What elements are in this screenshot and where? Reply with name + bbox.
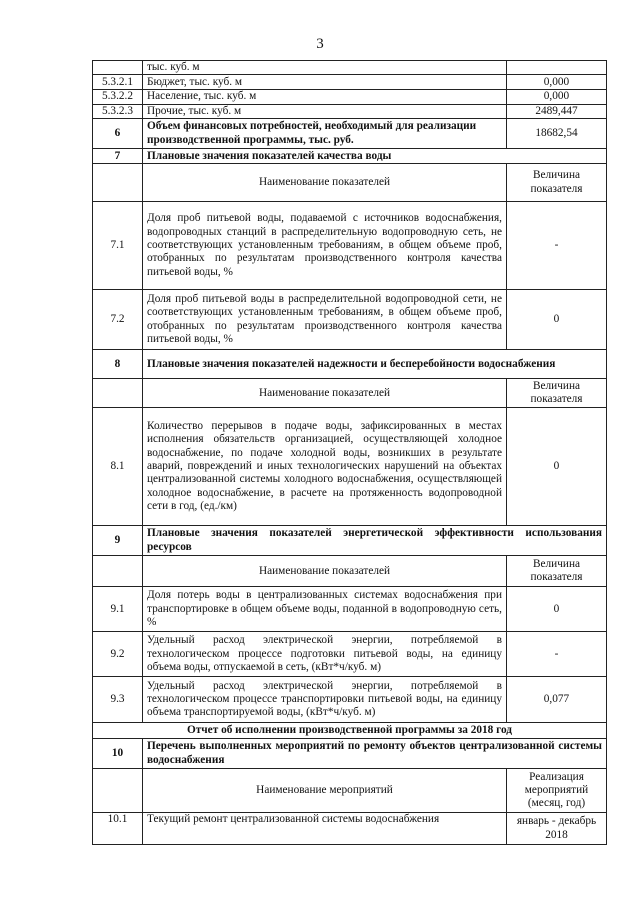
row-number: 5.3.2.3 [93, 104, 143, 118]
row-number: 9.2 [93, 632, 143, 677]
column-header-name: Наименование показателей [143, 164, 507, 202]
table-row [93, 813, 607, 845]
section-header-row [93, 526, 607, 556]
row-description: Текущий ремонт централизованной системы водоснабжения [143, 813, 507, 845]
report-header-row [93, 723, 607, 739]
report-title: Отчет об исполнении производственной программы за 2018 год [93, 723, 607, 739]
row-value: 2489,447 [507, 104, 607, 118]
page-number: 3 [316, 36, 324, 52]
row-description: Доля проб питьевой воды в распределительной водопроводной сети, не соответствующих установленным требованиям, в общем объеме проб, отобранных по результатам производственного контроля качества питьевой воды, % [143, 290, 507, 350]
empty-cell [93, 379, 143, 408]
row-number: 7.2 [93, 290, 143, 350]
row-description: Бюджет, тыс. куб. м [143, 75, 507, 90]
row-number: 9.1 [93, 587, 143, 632]
row-description: Население, тыс. куб. м [143, 90, 507, 104]
row-value: 0 [507, 290, 607, 350]
section-title: Плановые значения показателей качества воды [143, 149, 607, 164]
section-header-row [93, 149, 607, 164]
column-header-row [93, 769, 607, 813]
column-header-value: Реализация мероприятий (месяц, год) [507, 769, 607, 813]
row-description: Доля проб питьевой воды, подаваемой с источников водоснабжения, водопроводных станций в распределительную водопроводную сеть, не соответствующих установленным требованиям, в общем объеме проб, отобранных по результатам производственного контроля качества питьевой воды, % [143, 202, 507, 290]
row-number [93, 61, 143, 75]
column-header-row [93, 164, 607, 202]
row-value [507, 61, 607, 75]
table-row [93, 587, 607, 632]
row-number: 5.3.2.1 [93, 75, 143, 90]
table-row [93, 90, 607, 104]
row-value: - [507, 632, 607, 677]
section-title: Перечень выполненных мероприятий по ремонту объектов централизованной системы водоснабжения [143, 739, 607, 769]
table-row [93, 119, 607, 149]
row-value: 0 [507, 587, 607, 632]
section-number: 7 [93, 149, 143, 164]
column-header-value: Величина показателя [507, 556, 607, 587]
section-header-row [93, 350, 607, 379]
row-value: 0,000 [507, 90, 607, 104]
table-row [93, 202, 607, 290]
section-title: Объем финансовых потребностей, необходимый для реализации производственной программы, тыс. руб. [143, 119, 507, 149]
row-value: январь - декабрь 2018 [507, 813, 607, 845]
table-row [93, 290, 607, 350]
row-number: 5.3.2.2 [93, 90, 143, 104]
section-header-row [93, 739, 607, 769]
column-header-row [93, 556, 607, 587]
row-description: Доля потерь воды в централизованных системах водоснабжения при транспортировке в общем объеме воды, поданной в водопроводную сеть, % [143, 587, 507, 632]
row-description: тыс. куб. м [143, 61, 507, 75]
production-program-table [92, 60, 607, 845]
table-row [93, 104, 607, 118]
column-header-name: Наименование мероприятий [143, 769, 507, 813]
section-number: 6 [93, 119, 143, 149]
row-number: 7.1 [93, 202, 143, 290]
column-header-name: Наименование показателей [143, 379, 507, 408]
row-value: 0,000 [507, 75, 607, 90]
section-number: 10 [93, 739, 143, 769]
row-description: Прочие, тыс. куб. м [143, 104, 507, 118]
row-value: 18682,54 [507, 119, 607, 149]
row-value: 0 [507, 408, 607, 526]
row-number: 10.1 [93, 813, 143, 845]
table-row [93, 61, 607, 75]
empty-cell [93, 769, 143, 813]
column-header-value: Величина показателя [507, 164, 607, 202]
table-row [93, 75, 607, 90]
table-row [93, 632, 607, 677]
empty-cell [93, 164, 143, 202]
column-header-row [93, 379, 607, 408]
row-description: Количество перерывов в подаче воды, зафиксированных в местах исполнения обязательств организацией, осуществляющей холодное водоснабжение, по подаче холодной воды, возникших в результате аварий, повреждений и иных технологических нарушений на объектах централизованной системы холодного водоснабжения, осуществляющей холодное водоснабжение, в расчете на протяженность водопроводной сети в год, (ед./км) [143, 408, 507, 526]
section-title: Плановые значения показателей энергетической эффективности использования ресурсов [143, 526, 607, 556]
row-number: 8.1 [93, 408, 143, 526]
table-row [93, 677, 607, 723]
section-title: Плановые значения показателей надежности и бесперебойности водоснабжения [143, 350, 607, 379]
row-value: 0,077 [507, 677, 607, 723]
column-header-value: Величина показателя [507, 379, 607, 408]
section-number: 8 [93, 350, 143, 379]
table-row [93, 408, 607, 526]
row-value: - [507, 202, 607, 290]
empty-cell [93, 556, 143, 587]
row-description: Удельный расход электрической энергии, потребляемой в технологическом процессе транспортировки питьевой воды, на единицу объема транспортируемой воды, (кВт*ч/куб. м) [143, 677, 507, 723]
column-header-name: Наименование показателей [143, 556, 507, 587]
row-number: 9.3 [93, 677, 143, 723]
row-description: Удельный расход электрической энергии, потребляемой в технологическом процессе подготовки питьевой воды, на единицу объема воды, отпускаемой в сеть, (кВт*ч/куб. м) [143, 632, 507, 677]
section-number: 9 [93, 526, 143, 556]
